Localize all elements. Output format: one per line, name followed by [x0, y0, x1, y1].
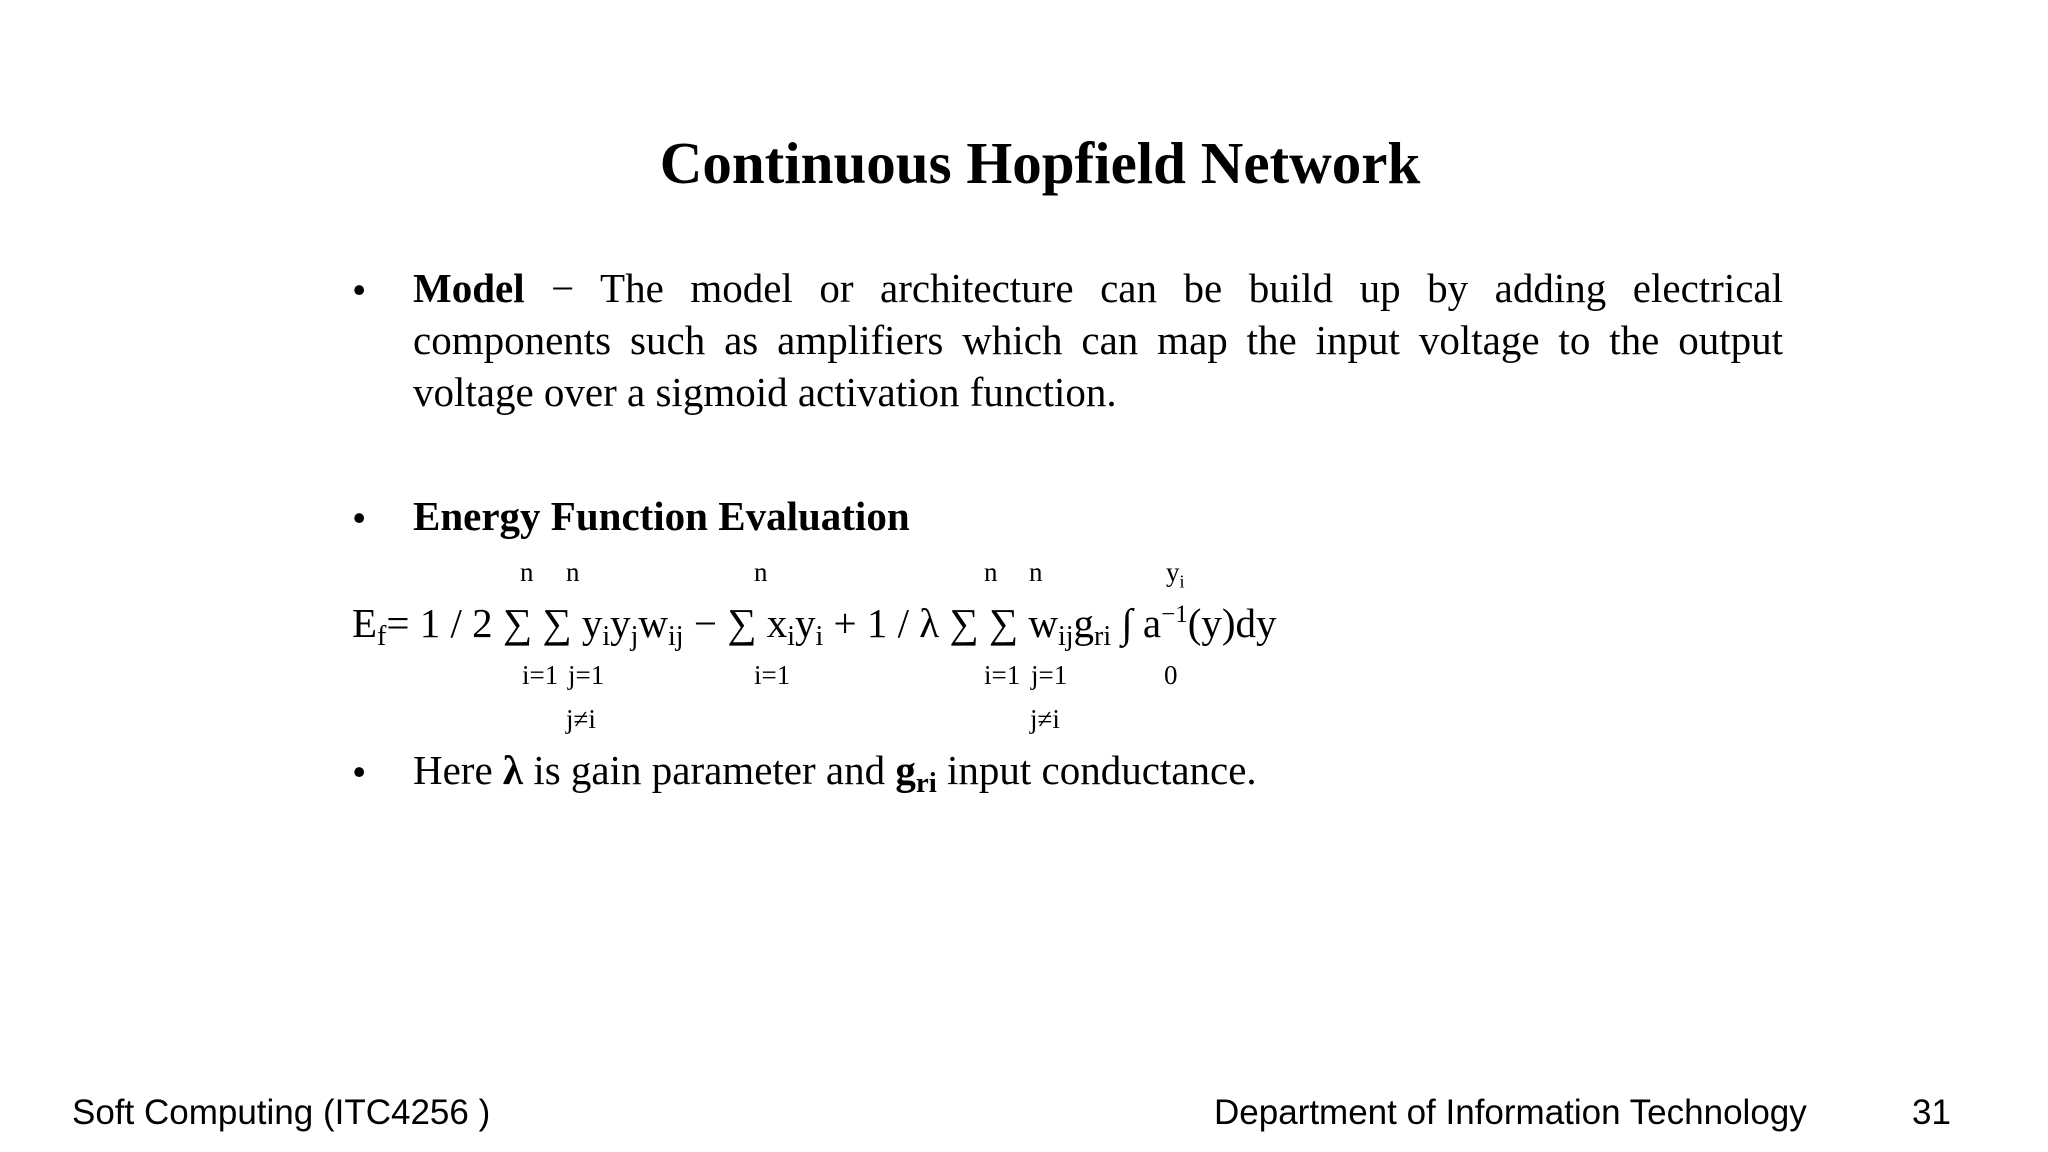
- eq-part4: ∫ a: [1111, 600, 1162, 646]
- eq-part5: (y)dy: [1187, 600, 1277, 646]
- model-term: Model: [413, 265, 525, 311]
- model-paragraph: [413, 262, 1783, 418]
- limit-j-not-i: j≠i: [566, 704, 596, 734]
- eq-part3: + 1 / λ ∑ ∑ w: [823, 600, 1058, 646]
- limit-lower-i: i=1: [754, 660, 791, 690]
- eq-sub: ij: [668, 621, 684, 652]
- here-post: input conductance.: [936, 747, 1257, 793]
- g-sub: ri: [915, 767, 937, 799]
- limit-upper-n: n: [520, 557, 534, 587]
- eq-sub: i: [815, 621, 824, 652]
- limit-lower-i: i=1: [984, 660, 1021, 690]
- footer-course: Soft Computing (ITC4256 ): [72, 1093, 491, 1132]
- slide-title: Continuous Hopfield Network: [659, 130, 1421, 196]
- limit-lower-j: j=1: [1031, 660, 1068, 690]
- bullet-here: •: [352, 749, 367, 795]
- limit-upper-y-sub: i: [1179, 571, 1185, 592]
- eq-sub: i: [602, 621, 611, 652]
- eq-y: y: [794, 600, 816, 646]
- bullet-model: •: [352, 267, 367, 313]
- energy-heading: Energy Function Evaluation: [413, 493, 910, 539]
- page-number: 31: [1912, 1093, 1951, 1132]
- limit-upper-yi: [1166, 559, 1185, 590]
- eq-part1: = 1 / 2 ∑ ∑ y: [386, 600, 603, 646]
- limit-lower-j: j=1: [568, 660, 605, 690]
- eq-sub: ri: [1094, 621, 1112, 652]
- bullet-energy: •: [352, 495, 367, 541]
- eq-sub: j: [630, 621, 639, 652]
- g-ri-symbol: [895, 747, 937, 799]
- lambda-symbol: λ: [502, 747, 524, 793]
- eq-sub: i: [787, 621, 795, 652]
- eq-w: w: [638, 600, 669, 646]
- equation-line: [352, 597, 1277, 652]
- footer-department: Department of Information Technology: [1214, 1093, 1807, 1132]
- limit-upper-n: n: [984, 557, 998, 587]
- limit-lower-i: i=1: [522, 660, 559, 690]
- model-text: − The model or architecture can be build up by adding electrical components such as amplifiers which can map the input voltage to the output voltage over a sigmoid activation function.: [413, 265, 1783, 415]
- limit-upper-y: y: [1166, 557, 1180, 587]
- eq-part2: − ∑ x: [683, 600, 788, 646]
- g-symbol: g: [895, 747, 916, 793]
- limit-upper-n: n: [1029, 557, 1043, 587]
- limit-upper-n: n: [566, 557, 580, 587]
- eq-E: E: [352, 600, 378, 646]
- eq-y: y: [610, 600, 631, 646]
- limit-lower-zero: 0: [1164, 660, 1178, 690]
- limit-upper-n: n: [754, 557, 768, 587]
- here-pre: Here: [413, 747, 503, 793]
- eq-sup: −1: [1161, 601, 1188, 628]
- here-paragraph: [413, 744, 1257, 799]
- eq-sub: ij: [1057, 621, 1074, 652]
- limit-j-not-i: j≠i: [1030, 704, 1060, 734]
- eq-g: g: [1073, 600, 1095, 646]
- eq-E-sub: f: [377, 621, 387, 652]
- here-mid: is gain parameter and: [523, 747, 896, 793]
